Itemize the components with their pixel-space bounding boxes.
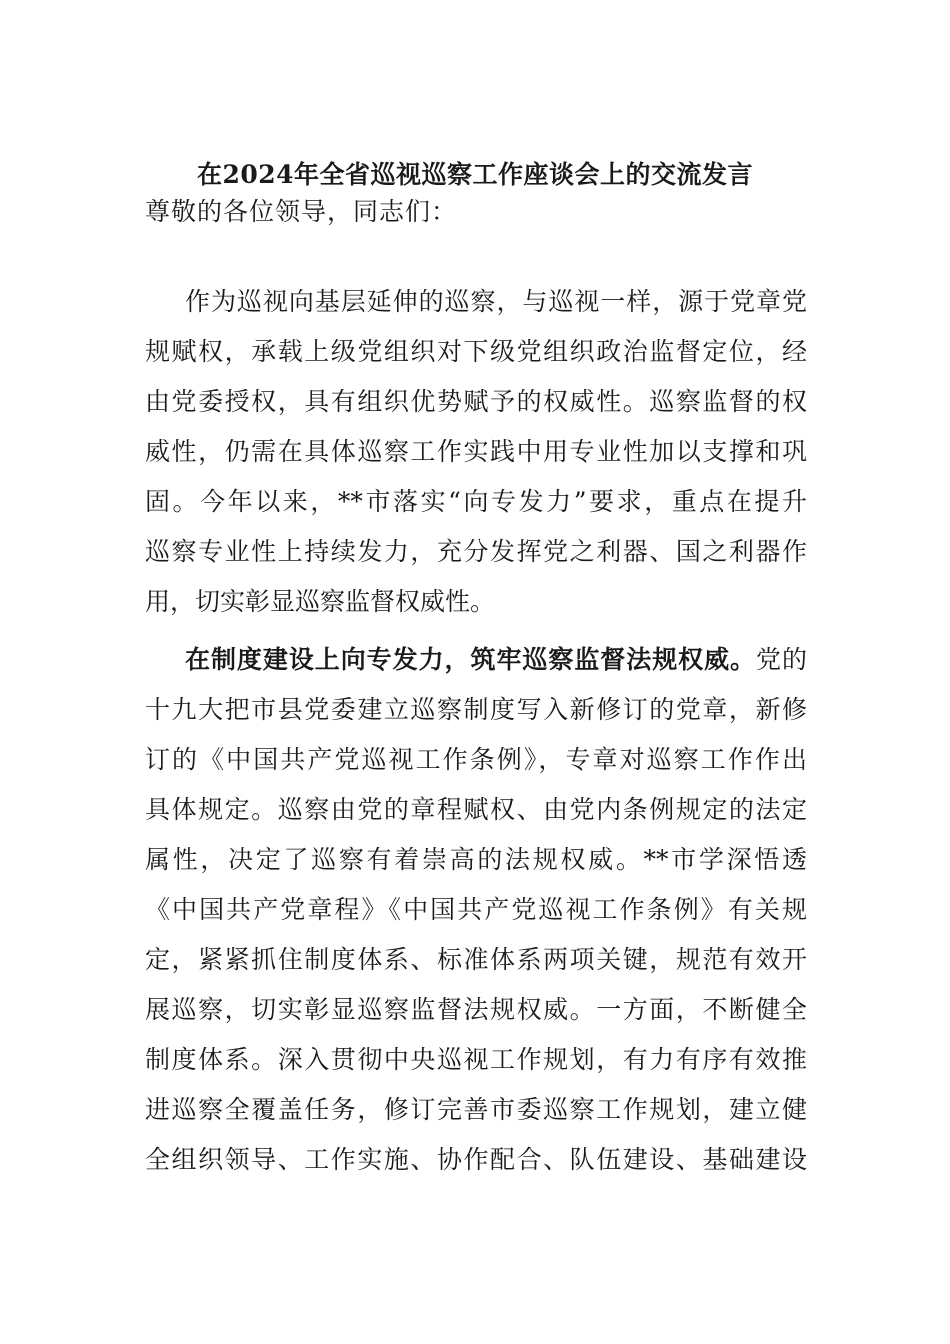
- paragraph-institution: [145, 640, 807, 1190]
- heading-trailing-text: 党的: [756, 645, 807, 674]
- paragraph-line: 作为巡视向基层延伸的巡察，与巡视一样，源于党章党: [185, 287, 807, 316]
- paragraph-line: 固。今年以来，**市落实“向专发力”要求，重点在提升: [145, 487, 807, 516]
- paragraph-line-first: [145, 640, 807, 690]
- paragraph-line: 订的《中国共产党巡视工作条例》，专章对巡察工作作出: [145, 745, 807, 774]
- paragraph-line: 进巡察全覆盖任务，修订完善市委巡察工作规划，建立健: [145, 1095, 807, 1124]
- paragraph-line: 具体规定。巡察由党的章程赋权、由党内条例规定的法定: [145, 795, 807, 824]
- paragraph-line: 用，切实彰显巡察监督权威性。: [145, 587, 496, 616]
- paragraph-line: 定，紧紧抓住制度体系、标准体系两项关键，规范有效开: [145, 945, 807, 974]
- paragraph-line: 规赋权，承载上级党组织对下级党组织政治监督定位，经: [145, 337, 807, 366]
- paragraph-line: 巡察专业性上持续发力，充分发挥党之利器、国之利器作: [145, 537, 807, 566]
- paragraph-line: 威性，仍需在具体巡察工作实践中用专业性加以支撑和巩: [145, 437, 807, 466]
- paragraph-line: 制度体系。深入贯彻中央巡视工作规划，有力有序有效推: [145, 1045, 807, 1074]
- salutation: 尊敬的各位领导，同志们：: [145, 197, 458, 226]
- document-title: 在2024年全省巡视巡察工作座谈会上的交流发言: [196, 160, 754, 189]
- paragraph-line: 展巡察，切实彰显巡察监督法规权威。一方面，不断健全: [145, 995, 807, 1024]
- paragraph-line: 十九大把市县党委建立巡察制度写入新修订的党章，新修: [145, 695, 807, 724]
- paragraph-line: 《中国共产党章程》《中国共产党巡视工作条例》有关规: [145, 895, 807, 924]
- paragraph-line: 属性，决定了巡察有着崇高的法规权威。**市学深悟透: [145, 845, 807, 874]
- paragraph-line: 由党委授权，具有组织优势赋予的权威性。巡察监督的权: [145, 387, 807, 416]
- paragraph-intro: [145, 282, 807, 632]
- paragraph-line: 全组织领导、工作实施、协作配合、队伍建设、基础建设: [145, 1145, 807, 1174]
- section-heading: 在制度建设上向专发力，筑牢巡察监督法规权威。: [185, 645, 757, 674]
